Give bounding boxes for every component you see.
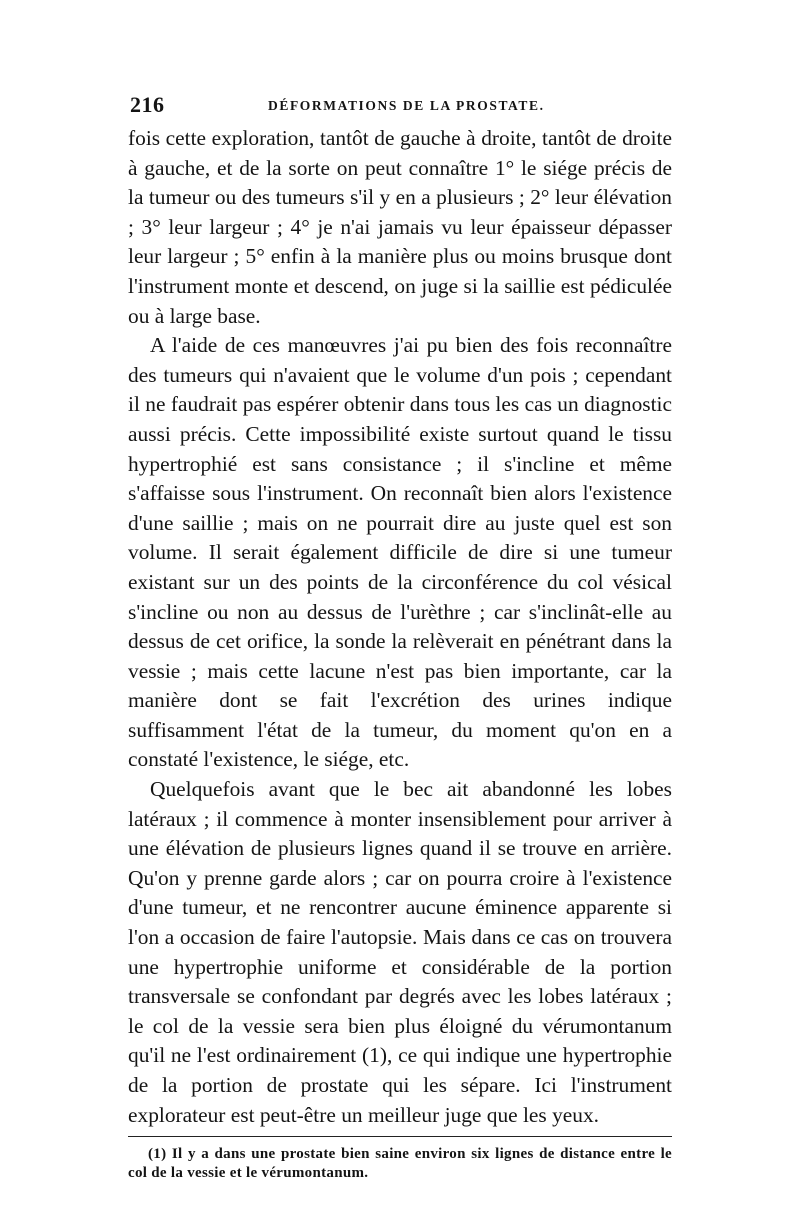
- footnote: (1) Il y a dans une prostate bien saine environ six lignes de distance entre le col de la vessie et le vérumontanum.: [128, 1146, 672, 1182]
- paragraph-1: fois cette exploration, tantôt de gauche à droite, tantôt de droite à gauche, et de la sorte on peut connaître 1° le siége précis de la tumeur ou des tumeurs s'il y en a plusieurs ; 2° leur élévation ; 3° leur largeur ; 4° je n'ai jamais vu leur épaisseur dépasser leur largeur ; 5° enfin à la manière plus ou moins brusque dont l'instrument monte et descend, on juge si la saillie est pédiculée ou à large base.: [128, 126, 672, 328]
- paragraph-3: Quelquefois avant que le bec ait abandonné les lobes latéraux ; il commence à monter insensiblement pour arriver à une élévation de plusieurs lignes quand il se trouve en arrière. Qu'on y prenne garde alors ; car on pourra croire à l'existence d'une tumeur, et ne rencontrer aucune éminence apparente si l'on a occasion de faire l'autopsie. Mais dans ce cas on trouvera une hypertrophie uniforme et considérable de la portion transversale se confondant par degrés avec les lobes latéraux ; le col de la vessie sera bien plus éloigné du vérumontanum qu'il ne l'est ordinairement (1), ce qui indique une hypertrophie de la portion de prostate qui les sépare. Ici l'instrument explorateur est peut-être un meilleur juge que les yeux.: [128, 777, 672, 1127]
- page: [128, 92, 672, 1183]
- page-header: [128, 92, 672, 122]
- running-head: DÉFORMATIONS DE LA PROSTATE.: [268, 98, 545, 113]
- page-number: 216: [130, 92, 165, 117]
- body-text: [128, 124, 672, 1130]
- footnote-divider: [128, 1136, 672, 1137]
- paragraph-2: A l'aide de ces manœuvres j'ai pu bien des fois reconnaître des tumeurs qui n'avaient que le volume d'un pois ; cependant il ne faudrait pas espérer obtenir dans tous les cas un diagnostic aussi précis. Cette impossibilité existe surtout quand le tissu hypertrophié est sans consistance ; il s'incline et même s'affaisse sous l'instrument. On reconnaît bien alors l'existence d'une saillie ; mais on ne pourrait dire au juste quel est son volume. Il serait également difficile de dire si une tumeur existant sur un des points de la circonférence du col vésical s'incline ou non au dessus de l'urèthre ; car s'inclinât-elle au dessus de cet orifice, la sonde la relèverait en pénétrant dans la vessie ; mais cette lacune n'est pas bien importante, car la manière dont se fait l'excrétion des urines indique suffisamment l'état de la tumeur, du moment qu'on en a constaté l'existence, le siége, etc.: [128, 333, 672, 772]
